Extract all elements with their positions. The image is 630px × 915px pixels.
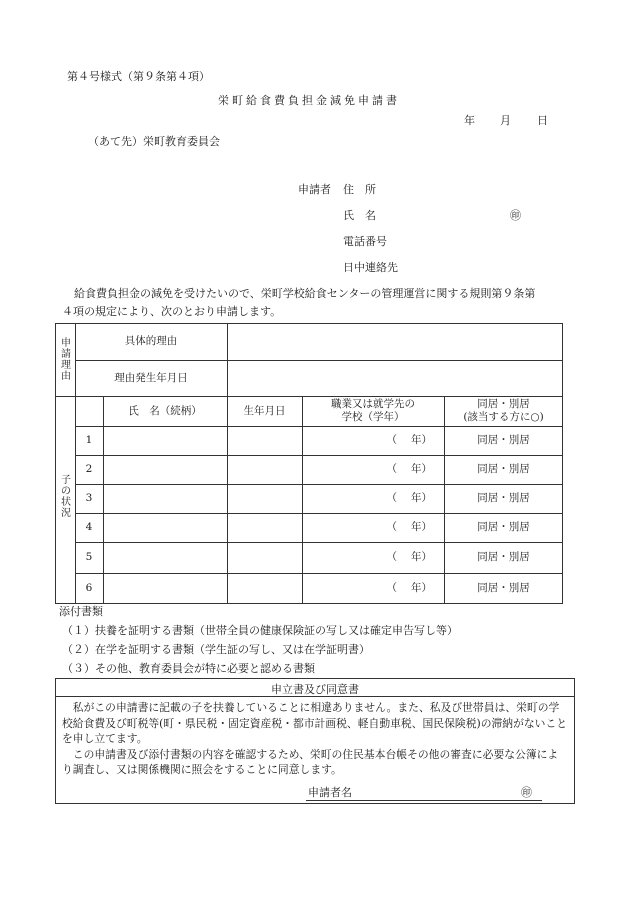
child-name-field[interactable] — [103, 542, 227, 573]
addressee: （あて先）栄町教育委員会 — [88, 135, 220, 148]
child-occupation-field[interactable] — [302, 455, 444, 484]
intro-line-2: ４項の規定により、次のとおり申請します。 — [62, 305, 282, 318]
consent-paragraph-1: 私がこの申請書に記載の子を扶養していることに相違ありません。また、私及び世帯員は、栄町の学校給食費及び町税等(町・県民税・固定資産税・都市計画税、軽自動車税、国民保険税)の滞納がないことを申し立てます。 — [62, 701, 568, 745]
child-birthdate-field[interactable] — [227, 513, 302, 542]
child-name-field[interactable] — [103, 513, 227, 542]
attachment-item: （２）在学を証明する書類（学生証の写し、又は在学証明書） — [62, 643, 370, 656]
child-birthdate-field[interactable] — [227, 455, 302, 484]
date-month-label: 月 — [500, 114, 511, 127]
date-day-label: 日 — [537, 114, 548, 127]
intro-line-1: 給食費負担金の減免を受けたいので、栄町学校給食センターの管理運営に関する規則第９条第 — [74, 287, 536, 300]
grade-open-paren: （ — [386, 492, 397, 504]
grade-close-paren: 年） — [411, 582, 432, 594]
col-occupation-header-line2: 学校（学年） — [341, 411, 405, 423]
grade-close-paren: 年） — [411, 521, 432, 533]
consent-title: 申立書及び同意書 — [271, 683, 359, 696]
child-cohabit-option[interactable]: 同居・別居 — [477, 492, 530, 504]
specific-reason-field[interactable] — [227, 323, 563, 360]
child-cohabit-option[interactable]: 同居・別居 — [477, 463, 530, 475]
grade-close-paren: 年） — [411, 492, 432, 504]
child-name-field[interactable] — [103, 573, 227, 604]
reason-date-field[interactable] — [227, 360, 563, 396]
grade-close-paren: 年） — [411, 463, 432, 475]
col-birthdate-header: 生年月日 — [243, 404, 286, 417]
child-birthdate-field[interactable] — [227, 426, 302, 455]
signature-label: 申請者名 — [308, 786, 352, 799]
child-occupation-field[interactable] — [302, 513, 444, 542]
attachment-item: （１）扶養を証明する書類（世帯全員の健康保険証の写し又は確定申告写し等） — [62, 624, 458, 637]
signature-line[interactable] — [306, 800, 542, 801]
date-year-label: 年 — [464, 114, 475, 127]
col-name-header: 氏 名（続柄） — [128, 404, 202, 417]
attachment-item: （３）その他、教育委員会が特に必要と認める書類 — [62, 662, 315, 675]
child-row-number: 1 — [85, 434, 93, 446]
phone-label: 電話番号 — [343, 235, 387, 248]
attachments-heading: 添付書類 — [59, 605, 103, 618]
consent-paragraph-2: この申請書及び添付書類の内容を確認するため、栄町の住民基本台帳その他の審査に必要な公簿により調査し、又は関係機関に照会をすることに同意します。 — [62, 747, 559, 776]
grade-open-paren: （ — [386, 551, 397, 563]
applicant-label: 申請者 — [298, 183, 331, 196]
col-cohabit-header — [444, 396, 563, 426]
child-occupation-field[interactable] — [302, 484, 444, 513]
col-cohabit-header-line2: (該当する方に○) — [463, 411, 544, 423]
child-name-field[interactable] — [103, 455, 227, 484]
col-occupation-header-line1: 職業又は就学先の — [331, 398, 415, 410]
col-cohabit-header-line1: 同居・別居 — [477, 398, 530, 410]
child-row-number: 2 — [85, 463, 93, 475]
reason-date-label: 理由発生年月日 — [114, 371, 188, 384]
child-cohabit-option[interactable]: 同居・別居 — [477, 582, 530, 594]
child-name-field[interactable] — [103, 484, 227, 513]
page-title: 栄町給食費負担金減免申請書 — [218, 94, 400, 107]
child-name-field[interactable] — [103, 426, 227, 455]
child-cohabit-option[interactable]: 同居・別居 — [477, 434, 530, 446]
col-occupation-header — [302, 396, 444, 426]
seal-mark: ㊞ — [510, 209, 521, 222]
children-section-label: 子の状況 — [61, 475, 71, 519]
child-occupation-field[interactable] — [302, 426, 444, 455]
child-birthdate-field[interactable] — [227, 542, 302, 573]
grade-open-paren: （ — [386, 521, 397, 533]
form-number: 第４号様式（第９条第４項） — [67, 70, 210, 83]
child-birthdate-field[interactable] — [227, 573, 302, 604]
child-cohabit-option[interactable]: 同居・別居 — [477, 521, 530, 533]
child-row-number: 3 — [85, 492, 93, 504]
grade-open-paren: （ — [386, 463, 397, 475]
child-occupation-field[interactable] — [302, 573, 444, 604]
reason-section-label: 申請理由 — [61, 338, 71, 382]
address-label: 住 所 — [343, 183, 376, 196]
child-occupation-field[interactable] — [302, 542, 444, 573]
signature-seal: ㊞ — [521, 786, 532, 799]
name-label: 氏 名 — [343, 209, 376, 222]
specific-reason-label: 具体的理由 — [124, 335, 178, 347]
consent-body — [62, 700, 568, 778]
child-birthdate-field[interactable] — [227, 484, 302, 513]
child-row-number: 5 — [85, 551, 93, 563]
grade-open-paren: （ — [386, 434, 397, 446]
child-row-number: 6 — [85, 582, 93, 594]
child-cohabit-option[interactable]: 同居・別居 — [477, 551, 530, 563]
child-row-number: 4 — [85, 521, 93, 533]
grade-open-paren: （ — [386, 582, 397, 594]
grade-close-paren: 年） — [411, 434, 432, 446]
daytime-contact-label: 日中連絡先 — [343, 261, 398, 274]
grade-close-paren: 年） — [411, 551, 432, 563]
